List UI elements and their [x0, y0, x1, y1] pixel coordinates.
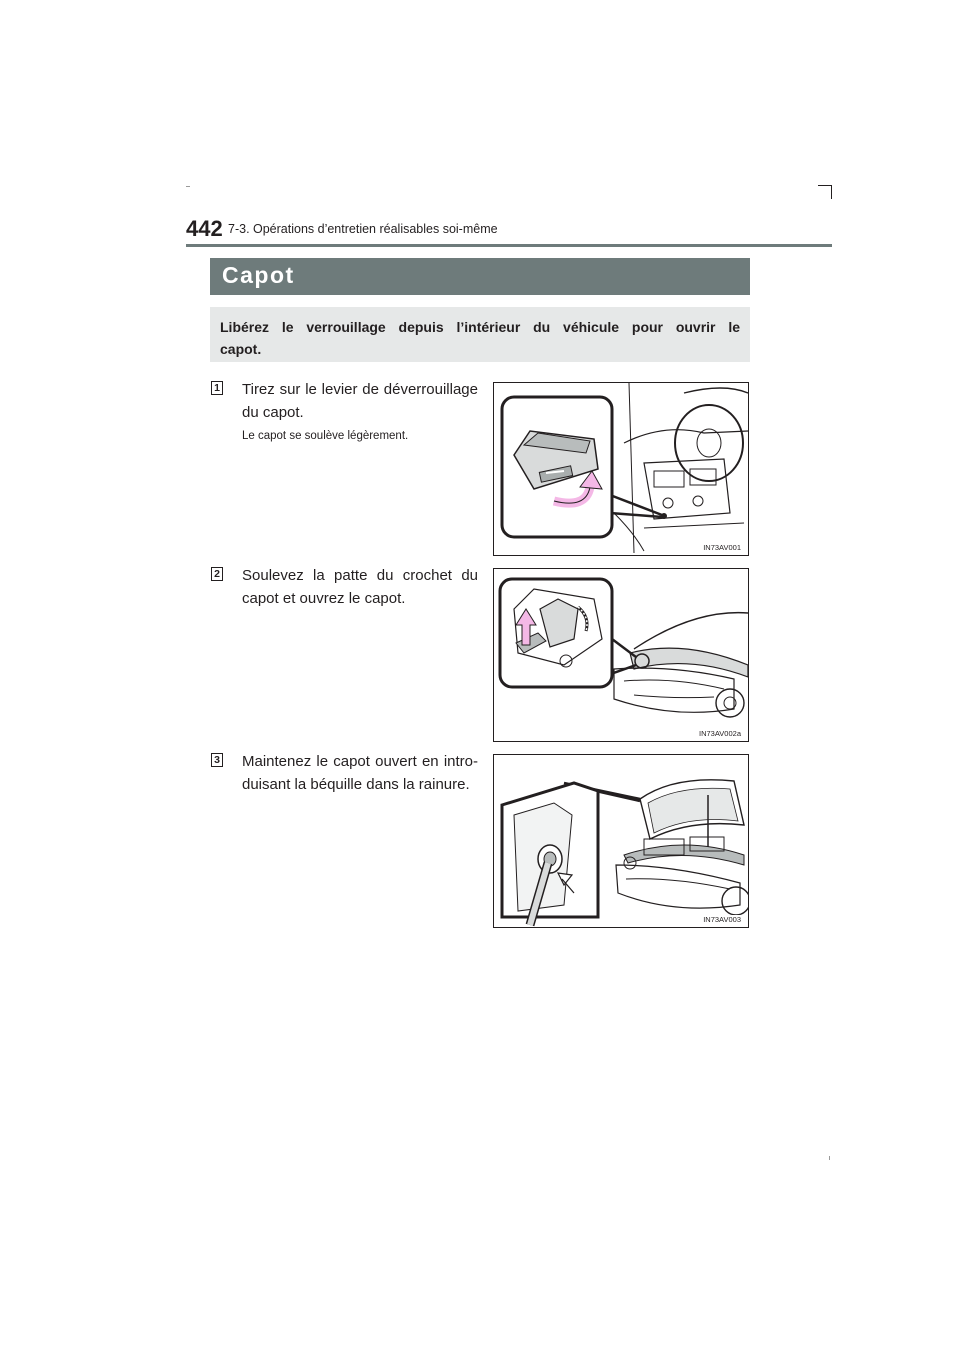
- step-text-3: Maintenez le capot ouvert en intro-duisant la béquille dans la rainure.: [242, 753, 478, 793]
- crop-mark-bottom-right: [829, 1156, 830, 1160]
- step-text-1: Tirez sur le levier de déverrouillage du capot.: [242, 381, 478, 421]
- step-note-1: Le capot se soulève légèrement.: [242, 430, 409, 442]
- header-rule: [186, 244, 832, 247]
- section-intro: Libérez le verrouillage depuis l’intérieur du véhicule pour ouvrir le capot.: [210, 307, 750, 362]
- page-number: 442: [186, 216, 223, 241]
- hood-release-illustration: [494, 383, 748, 555]
- figure-code-3: IN73AV003: [703, 915, 741, 924]
- chapter-title: 7-3. Opérations d’entretien réalisables soi-même: [228, 222, 498, 236]
- step-number-1: 1: [211, 381, 223, 395]
- step-number-3: 3: [211, 753, 223, 767]
- crop-mark-top-left: [186, 186, 190, 187]
- figure-code-1: IN73AV001: [703, 543, 741, 552]
- hood-support-illustration: [494, 755, 748, 927]
- footer-watermark: carmanualsonline.info: [732, 1343, 866, 1357]
- crop-mark-top-right-v: [831, 185, 832, 199]
- hood-latch-illustration: [494, 569, 748, 741]
- figure-hood-latch: [493, 568, 749, 742]
- section-title: Capot: [210, 258, 750, 295]
- figure-hood-support-rod: [493, 754, 749, 928]
- step-text-2: Soulevez la patte du crochet du capot et ouvrez le capot.: [242, 567, 478, 607]
- figure-code-2: IN73AV002a: [699, 729, 741, 738]
- crop-mark-top-right-h: [818, 185, 832, 186]
- step-number-2: 2: [211, 567, 223, 581]
- figure-hood-release-lever: [493, 382, 749, 556]
